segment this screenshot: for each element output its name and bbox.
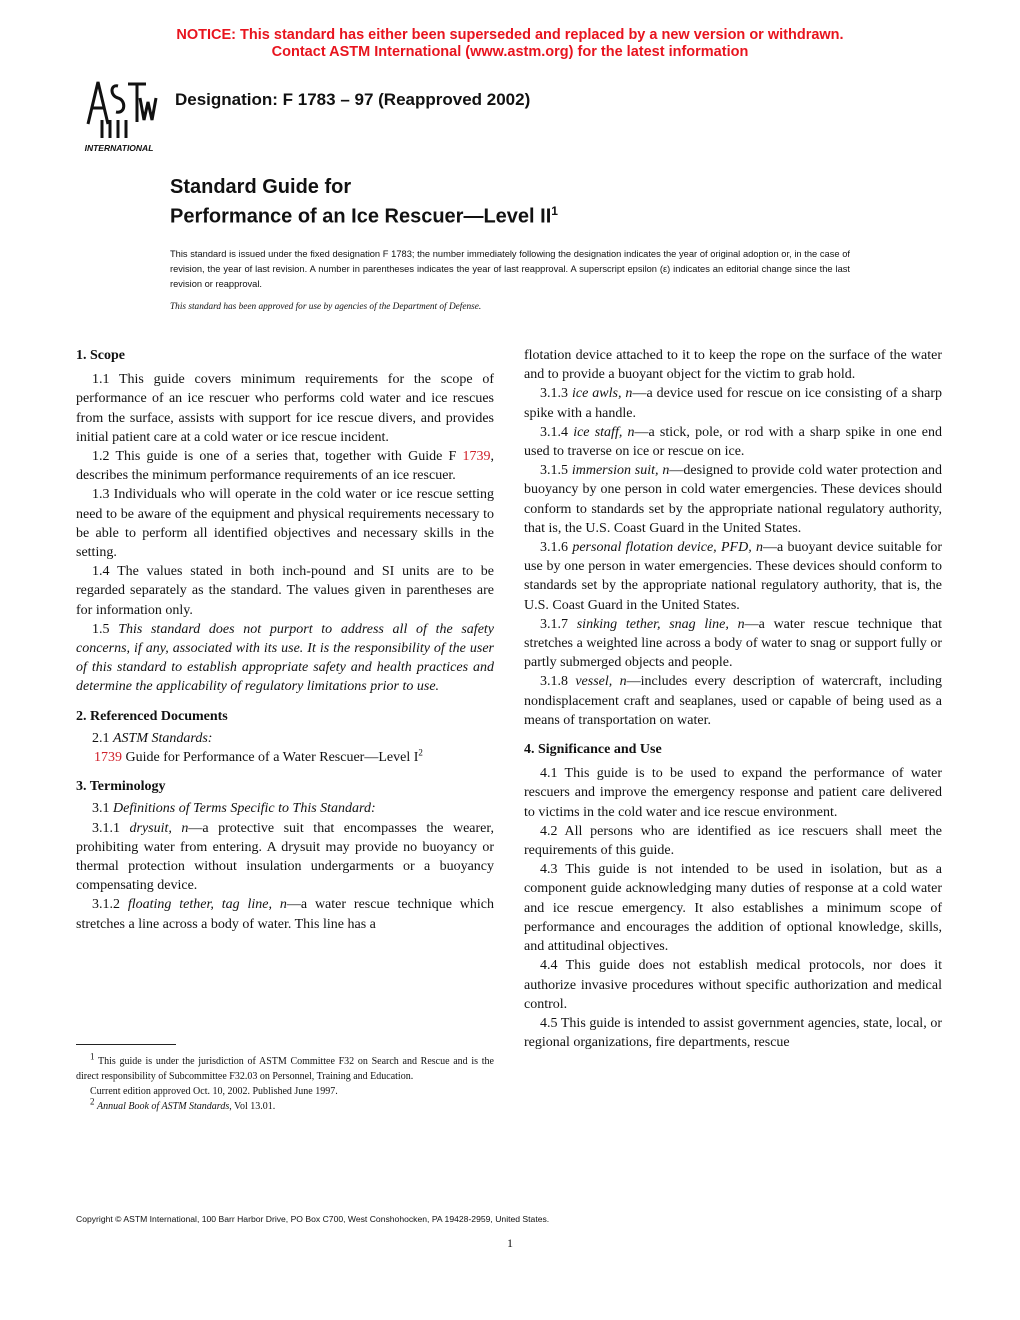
para-3-1-3: 3.1.3 ice awls, n—a device used for rescue on ice consisting of a sharp spike with a handle.: [524, 386, 943, 421]
footnote-1-edition: Current edition approved Oct. 10, 2002. Published June 1997.: [90, 1086, 338, 1097]
para-1-2: 1.2 This guide is one of a series that, together with Guide F 1739, describes the minimum performance requirements of an ice rescuer.: [76, 449, 494, 484]
para-3-1: 3.1 Definitions of Terms Specific to This Standard:: [92, 801, 376, 817]
designation: Designation: F 1783 – 97 (Reapproved 2002): [175, 90, 531, 109]
astm-logo: [78, 72, 160, 154]
reference-1739: 1739 Guide for Performance of a Water Rescuer—Level $I^2$: [94, 747, 423, 766]
para-3-1-2-continued: flotation device attached to it to keep the rope on the surface of the water and to provide a buoyant object for the victim to grab hold.: [524, 348, 942, 383]
para-3-1-4: 3.1.4 ice staff, n—a stick, pole, or rod with a sharp spike in one end used to traverse on ice or rescue on ice.: [524, 424, 943, 460]
notice-line-1: NOTICE: This standard has either been superseded and replaced by a new version or withdrawn.: [176, 27, 844, 43]
page-number: 1: [507, 1236, 513, 1250]
footnote-divider: [76, 1044, 176, 1045]
para-3-1-5: 3.1.5 immersion suit, n—designed to provide cold water protection and buoyancy by one person in cold water emergencies. These devices should conform to standards set by the appropriate national regulatory authority, that is, the U.S. Coast Guard in the United States.: [524, 463, 943, 536]
para-4-3: 4.3 This guide is not intended to be used in isolation, but as a component guide acknowledging many duties of response at a cold water and ice rescue emergency. It also establishes a minimum scope of performance and encourages the addition of optional knowledge, skills, and attitudinal objectives.: [524, 862, 942, 955]
para-1-3: 1.3 Individuals who will operate in the cold water or ice rescue setting need to be aware of the equipment and physical requirements necessary to be able to perform all identified objectives and necessary skills in the setting.: [76, 487, 494, 561]
left-column: [76, 346, 494, 934]
para-1-4: 1.4 The values stated in both inch-pound and SI units are to be regarded separately as the standard. The values given in parentheses are for information only.: [76, 564, 494, 618]
ref-link-1739[interactable]: 1739: [94, 750, 122, 766]
para-1-1: 1.1 This guide covers minimum requirements for the scope of performance of an ice rescuer who performs cold water and ice rescues from the surface, assists with support for ice rescue divers, and provides initial patient care at a cold water or ice rescue incident.: [76, 372, 494, 445]
document-title: [170, 175, 558, 229]
logo-subtext: INTERNATIONAL: [84, 143, 154, 153]
section-1-heading: 1. Scope: [76, 348, 125, 363]
withdrawal-notice: [0, 27, 1020, 61]
issuance-note: This standard is issued under the fixed designation F 1783; the number immediately following the designation indicates the year of original adoption or, in the case of revision, the year of last revision. A number in parentheses indicates the year of last reapproval. A superscript epsilon (ε) indicates an editorial change since the last revision or reapproval.: [170, 249, 850, 289]
section-4-heading: 4. Significance and Use: [524, 742, 662, 758]
para-4-5: 4.5 This guide is intended to assist government agencies, state, local, or regional organizations, fire departments, rescue: [524, 1015, 942, 1051]
para-2-1: 2.1 ASTM Standards:: [92, 730, 213, 746]
copyright-line: Copyright © ASTM International, 100 Barr Harbor Drive, PO Box C700, West Conshohocken, PA 19428-2959, United States.: [76, 1214, 550, 1224]
footnote-2: 2 Annual Book of ASTM Standards, Vol 13.01.: [90, 1096, 276, 1112]
title-line-2: Performance of an Ice Rescuer—Level $II^1$: [170, 204, 558, 228]
section-2-heading: 2. Referenced Documents: [76, 708, 228, 724]
para-3-1-7: 3.1.7 sinking tether, snag line, n—a water rescue technique that stretches a weighted line across a body of water to snag or support fully or partly submerged objects and people.: [524, 616, 942, 671]
para-4-2: 4.2 All persons who are identified as ice rescuers shall meet the requirements of this guide.: [524, 823, 942, 859]
para-1-5: 1.5 This standard does not purport to address all of the safety concerns, if any, associated with its use. It is the responsibility of the user of this standard to establish appropriate safety and health practices and determine the applicability of regulatory limitations prior to use.: [76, 621, 495, 695]
title-footnote-mark: 1: [551, 204, 558, 218]
para-3-1-2: 3.1.2 floating tether, tag line, n—a water rescue technique which stretches a line across a body of water. This line has a: [76, 897, 495, 932]
para-4-1: 4.1 This guide is to be used to expand the performance of water rescuers and improve the emergency response and patient care delivered to victims in the cold water and ice rescue environment.: [524, 766, 942, 820]
notice-line-2: Contact ASTM International (www.astm.org) for the latest information: [271, 44, 749, 60]
footnote-1: 1 This guide is under the jurisdiction of ASTM Committee F32 on Search and Rescue and is the direct responsibility of Subcommittee F32.03 on Personnel, Training and Education.: [76, 1051, 494, 1082]
right-column: [524, 346, 942, 1052]
para-3-1-6: 3.1.6 personal flotation device, PFD, n—a buoyant device suitable for use by one person in water emergencies. These devices should conform to standards set by the appropriate national regulatory authority, that is, the U.S. Coast Guard in the United States.: [524, 540, 943, 613]
para-3-1-8: 3.1.8 vessel, n—includes every description of watercraft, including nondisplacement craft and seaplanes, used or capable of being used as a means of transportation on water.: [524, 674, 943, 728]
para-4-4: 4.4 This guide does not establish medical protocols, nor does it authorize invasive procedures without specific authorization and medical control.: [524, 958, 942, 1012]
para-3-1-1: 3.1.1 drysuit, n—a protective suit that encompasses the wearer, prohibiting water from entering. A drysuit may provide no buoyancy or thermal protection without insulation undergarments or a buoyancy compensating device.: [76, 820, 494, 894]
section-3-heading: 3. Terminology: [76, 779, 166, 795]
link-f1739[interactable]: 1739: [462, 449, 491, 465]
title-line-1: Standard Guide for: [170, 176, 352, 198]
dod-approval-note: This standard has been approved for use by agencies of the Department of Defense.: [170, 302, 482, 312]
footnotes: [76, 1051, 494, 1114]
